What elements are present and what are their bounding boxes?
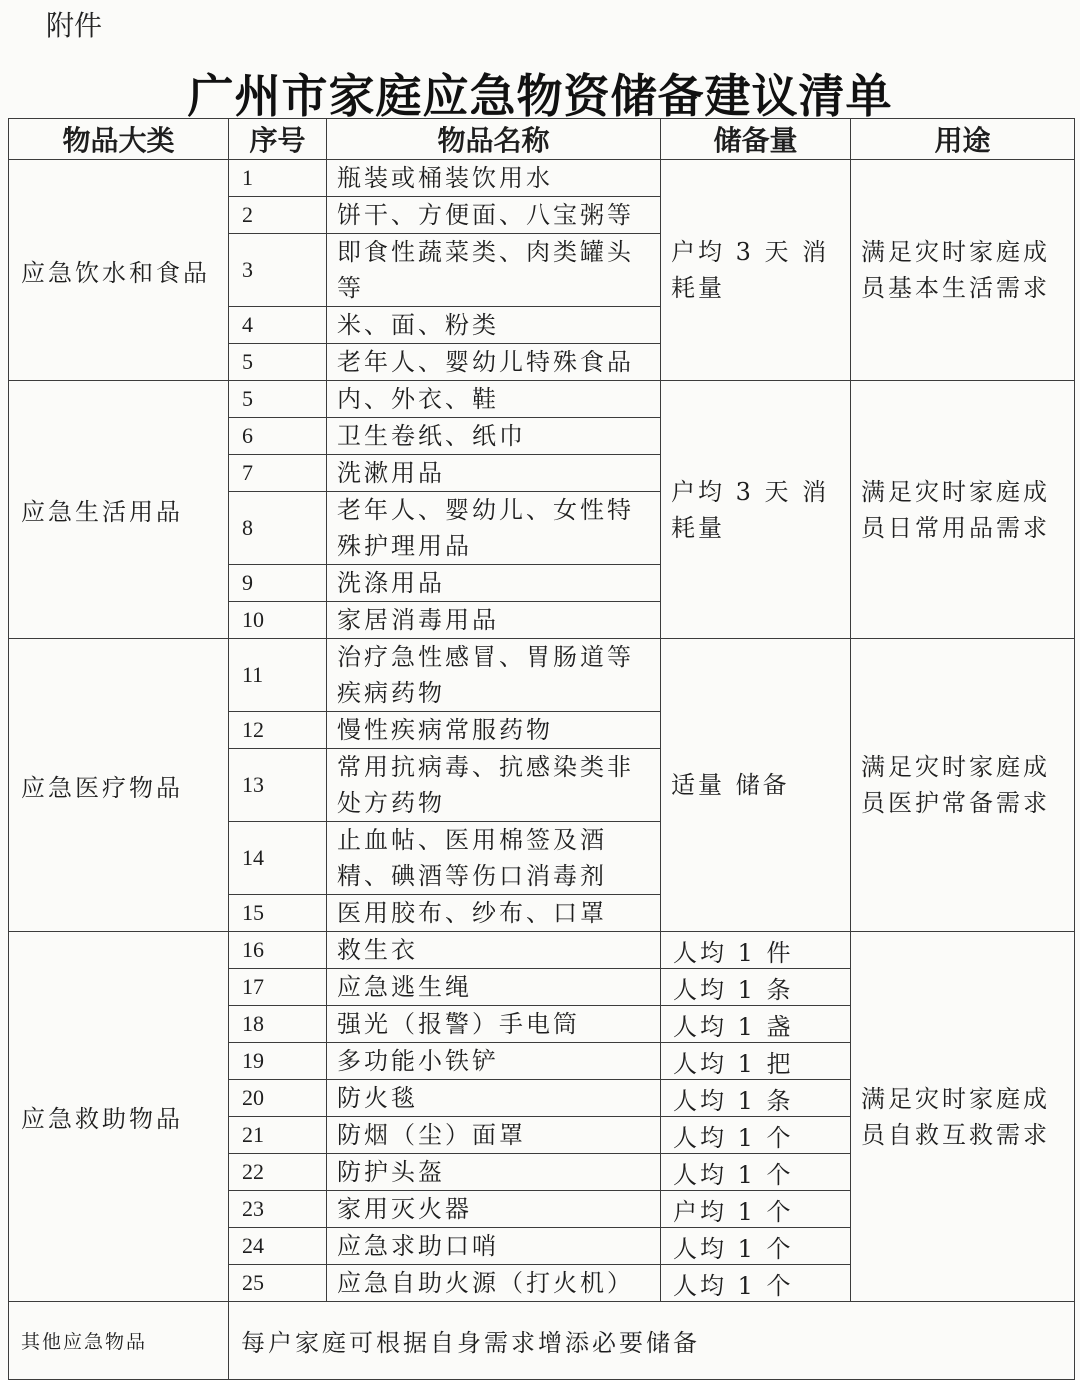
category-cell: 应急救助物品 (9, 932, 229, 1302)
table-row-other (9, 1302, 1075, 1380)
item-number: 5 (229, 381, 327, 418)
item-number: 13 (229, 749, 327, 822)
quantity-cell: 人均 1 个 (661, 1228, 851, 1265)
usage-cell: 满足灾时家庭成员自救互救需求 (851, 932, 1075, 1302)
item-name: 米、面、粉类 (327, 307, 661, 344)
item-number: 10 (229, 602, 327, 639)
item-name: 防护头盔 (327, 1154, 661, 1191)
table-row (9, 381, 1075, 418)
item-number: 22 (229, 1154, 327, 1191)
item-name: 多功能小铁铲 (327, 1043, 661, 1080)
item-name: 家居消毒用品 (327, 602, 661, 639)
item-name: 卫生卷纸、纸巾 (327, 418, 661, 455)
table-row (9, 932, 1075, 969)
supply-table (8, 118, 1075, 1380)
quantity-cell: 户均 3 天 消耗量 (661, 381, 851, 639)
item-name: 瓶装或桶装饮用水 (327, 160, 661, 197)
quantity-cell: 人均 1 个 (661, 1265, 851, 1302)
item-name: 救生衣 (327, 932, 661, 969)
quantity-cell: 人均 1 盏 (661, 1006, 851, 1043)
item-name: 应急自助火源（打火机） (327, 1265, 661, 1302)
item-number: 4 (229, 307, 327, 344)
item-number: 14 (229, 822, 327, 895)
item-number: 8 (229, 492, 327, 565)
item-name: 洗涤用品 (327, 565, 661, 602)
item-number: 25 (229, 1265, 327, 1302)
table-body (9, 160, 1075, 1380)
quantity-cell: 适量 储备 (661, 639, 851, 932)
item-name: 防火毯 (327, 1080, 661, 1117)
item-number: 18 (229, 1006, 327, 1043)
item-name: 老年人、婴幼儿、女性特殊护理用品 (327, 492, 661, 565)
item-name: 洗漱用品 (327, 455, 661, 492)
item-name: 医用胶布、纱布、口罩 (327, 895, 661, 932)
item-number: 17 (229, 969, 327, 1006)
usage-cell: 满足灾时家庭成员医护常备需求 (851, 639, 1075, 932)
usage-cell: 满足灾时家庭成员日常用品需求 (851, 381, 1075, 639)
quantity-cell: 人均 1 条 (661, 1080, 851, 1117)
quantity-cell: 人均 1 个 (661, 1154, 851, 1191)
item-name: 慢性疾病常服药物 (327, 712, 661, 749)
item-number: 16 (229, 932, 327, 969)
header-category: 物品大类 (9, 119, 229, 160)
quantity-cell: 人均 1 件 (661, 932, 851, 969)
item-name: 强光（报警）手电筒 (327, 1006, 661, 1043)
item-name: 即食性蔬菜类、肉类罐头等 (327, 234, 661, 307)
item-number: 3 (229, 234, 327, 307)
item-number: 19 (229, 1043, 327, 1080)
item-number: 11 (229, 639, 327, 712)
item-number: 15 (229, 895, 327, 932)
item-name: 常用抗病毒、抗感染类非处方药物 (327, 749, 661, 822)
header-usage: 用途 (851, 119, 1075, 160)
page-title: 广州市家庭应急物资储备建议清单 (187, 69, 893, 123)
quantity-cell: 人均 1 把 (661, 1043, 851, 1080)
item-number: 23 (229, 1191, 327, 1228)
item-name: 治疗急性感冒、胃肠道等疾病药物 (327, 639, 661, 712)
item-name: 应急求助口哨 (327, 1228, 661, 1265)
item-number: 9 (229, 565, 327, 602)
item-number: 24 (229, 1228, 327, 1265)
item-number: 20 (229, 1080, 327, 1117)
quantity-cell: 人均 1 个 (661, 1117, 851, 1154)
header-number: 序号 (229, 119, 327, 160)
quantity-cell: 人均 1 条 (661, 969, 851, 1006)
header-quantity: 储备量 (661, 119, 851, 160)
table-header-row (9, 119, 1075, 160)
attachment-label: 附件 (46, 9, 103, 42)
item-number: 21 (229, 1117, 327, 1154)
item-name: 止血帖、医用棉签及酒精、碘酒等伤口消毒剂 (327, 822, 661, 895)
category-cell: 应急医疗物品 (9, 639, 229, 932)
table-row (9, 639, 1075, 712)
item-number: 7 (229, 455, 327, 492)
other-note-cell: 每户家庭可根据自身需求增添必要储备 (229, 1302, 1075, 1380)
item-name: 老年人、婴幼儿特殊食品 (327, 344, 661, 381)
table-row (9, 160, 1075, 197)
item-name: 内、外衣、鞋 (327, 381, 661, 418)
item-name: 家用灭火器 (327, 1191, 661, 1228)
item-name: 饼干、方便面、八宝粥等 (327, 197, 661, 234)
usage-cell: 满足灾时家庭成员基本生活需求 (851, 160, 1075, 381)
quantity-cell: 户均 3 天 消耗量 (661, 160, 851, 381)
header-item-name: 物品名称 (327, 119, 661, 160)
item-number: 12 (229, 712, 327, 749)
item-number: 1 (229, 160, 327, 197)
quantity-cell: 户均 1 个 (661, 1191, 851, 1228)
category-cell: 应急生活用品 (9, 381, 229, 639)
item-name: 应急逃生绳 (327, 969, 661, 1006)
category-cell: 应急饮水和食品 (9, 160, 229, 381)
item-number: 6 (229, 418, 327, 455)
item-number: 5 (229, 344, 327, 381)
other-category-cell: 其他应急物品 (9, 1302, 229, 1380)
item-name: 防烟（尘）面罩 (327, 1117, 661, 1154)
item-number: 2 (229, 197, 327, 234)
